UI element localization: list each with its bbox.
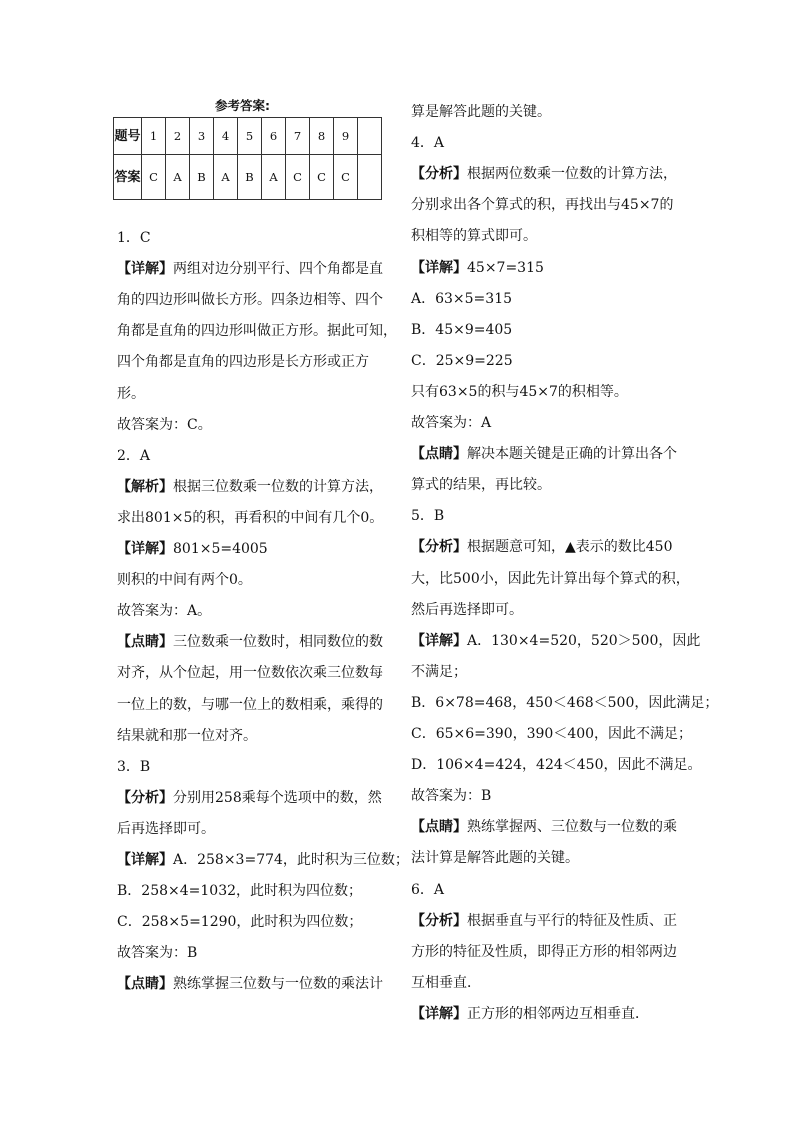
table-cell: 4 [214,118,238,155]
text-line: 故答案为：B [411,788,492,805]
table-cell: C [310,155,334,200]
text-line: 故答案为：A。 [117,603,212,620]
text-line: 【详解】两组对边分别平行、四个角都是直 [117,261,383,278]
text-line: B．258×4=1032，此时积为四位数； [117,883,363,900]
table-cell: 6 [262,118,286,155]
text-line: 角的四边形叫做长方形。四条边相等、四个 [117,292,383,309]
text-line: 【分析】根据两位数乘一位数的计算方法， [411,166,677,183]
table-cell: B [238,155,262,200]
text-line: 故答案为：A [411,415,492,431]
text-line: B．6×78=468，450＜468＜500，因此满足； [411,694,719,711]
table-cell: 1 [142,118,166,155]
text-line: 【详解】A．130×4=520，520＞500，因此 [411,632,701,649]
text-line: 【解析】根据三位数乘一位数的计算方法， [117,478,383,495]
text-line: 积相等的算式即可。 [411,228,537,245]
table-cell: 7 [286,118,310,155]
text-line: 分别求出各个算式的积，再找出与45×7的 [411,197,674,214]
table-cell: A [214,155,238,200]
table-cell: 9 [334,118,358,155]
text-line: A．63×5=315 [411,290,513,307]
answer-key-title: 参考答案: [215,98,270,113]
text-line: 算式的结果，再比较。 [411,477,551,494]
text-line: 对齐，从个位起，用一位数依次乘三位数每 [117,665,383,682]
text-line: D．106×4=424，424＜450，因此不满足。 [411,757,702,774]
answer-key-table [113,117,382,200]
text-line: 【点睛】三位数乘一位数时，相同数位的数 [117,634,383,651]
text-line: 【详解】45×7=315 [411,259,544,276]
table-cell: A [262,155,286,200]
text-line: 形。 [117,385,145,402]
text-line: 算是解答此题的关键。 [411,104,551,120]
table-cell: 答案 [114,155,142,200]
text-line: 2．A [117,447,151,464]
text-line: 方形的特征及性质，即得正方形的相邻两边 [411,943,677,960]
text-line: 故答案为：B [117,945,198,962]
text-line: 一位上的数，与哪一位上的数相乘，乘得的 [117,696,383,713]
text-line: 则积的中间有两个0。 [117,572,252,589]
question-number-row [114,118,382,155]
text-line: 角都是直角的四边形叫做正方形。据此可知， [117,323,397,340]
text-line: 【点睛】熟练掌握两、三位数与一位数的乘 [411,819,677,836]
text-line: 【点睛】熟练掌握三位数与一位数的乘法计 [117,976,383,993]
text-line: 结果就和那一位对齐。 [117,727,257,744]
text-line: 3．B [117,758,151,775]
table-cell: 3 [190,118,214,155]
table-cell: A [166,155,190,200]
table-cell: C [334,155,358,200]
text-line: 后再选择即可。 [117,820,215,837]
text-line: 互相垂直． [411,974,481,991]
table-cell [358,155,382,200]
table-cell: C [142,155,166,200]
text-line: 6．A [411,881,445,898]
text-line: 【详解】A．258×3=774，此时积为三位数； [117,852,409,868]
text-line: 不满足； [411,663,467,680]
text-line: 【详解】801×5=4005 [117,541,268,557]
table-cell [358,118,382,155]
text-line: C．65×6=390，390＜400，因此不满足； [411,726,693,742]
text-line: 【分析】分别用258乘每个选项中的数，然 [117,789,382,806]
text-line: 法计算是解答此题的关键。 [411,850,579,867]
text-line: 故答案为：C。 [117,416,212,433]
text-line: 求出801×5的积，再看积的中间有几个0。 [117,509,384,526]
text-line: 四个角都是直角的四边形是长方形或正方 [117,354,369,371]
text-line: 5．B [411,508,445,525]
text-line: 4．A [411,135,445,152]
text-line: C．258×5=1290，此时积为四位数； [117,914,363,931]
answer-row [114,155,382,200]
text-line: 【分析】根据题意可知，▲表示的数比450 [411,539,673,556]
table-cell: 5 [238,118,262,155]
table-cell: B [190,155,214,200]
table-cell: 8 [310,118,334,155]
text-line: B．45×9=405 [411,321,513,338]
text-line: 然后再选择即可。 [411,601,523,618]
text-line: 1．C [117,230,151,246]
text-line: 【点睛】解决本题关键是正确的计算出各个 [411,446,677,463]
text-line: 【详解】正方形的相邻两边互相垂直． [411,1005,649,1022]
table-cell: C [286,155,310,200]
text-line: C．25×9=225 [411,352,513,369]
table-cell: 2 [166,118,190,155]
text-line: 只有63×5的积与45×7的积相等。 [411,383,628,400]
table-cell: 题号 [114,118,142,155]
text-line: 大，比500小，因此先计算出每个算式的积， [411,570,690,587]
text-line: 【分析】根据垂直与平行的特征及性质、正 [411,912,677,929]
